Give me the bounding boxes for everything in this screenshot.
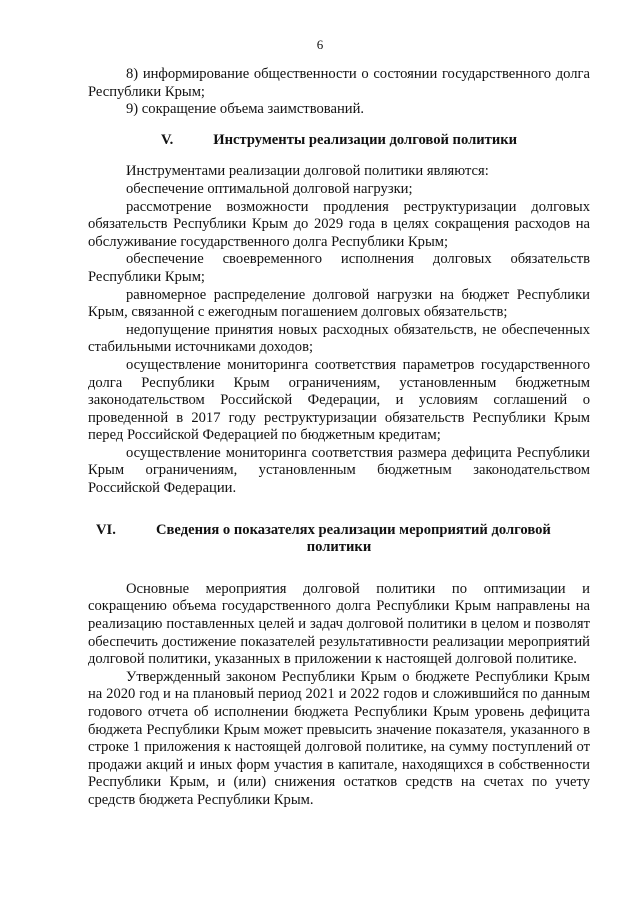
document-body bbox=[88, 66, 590, 810]
list-item-9: 9) сокращение объема заимствований. bbox=[126, 101, 365, 118]
paragraph: обеспечение своевременного исполнения долговых обязательств Республики Крым; bbox=[88, 251, 590, 285]
paragraph: Утвержденный законом Республики Крым о бюджете Республики Крым на 2020 год и на плановый период 2021 и 2022 годов и сложившийся по данным годового отчета об исполнении бюджета Республики Крым уровень дефицита бюджета Республики Крым может превысить значение показателя, указанного в строке 1 приложения к настоящей долговой политике, на сумму поступлений от продажи акций и иных форм участия в капитале, находящихся в собственности Республики Крым, и (или) снижения остатков средств на счетах по учету средств бюджета Республики Крым. bbox=[88, 668, 590, 808]
section-6-title-line1: Сведения о показателях реализации мероприятий долговой bbox=[156, 521, 551, 538]
section-6-title-line2: политики bbox=[306, 539, 372, 556]
paragraph: осуществление мониторинга соответствия параметров государственного долга Республики Крым ограничениям, установленным бюджетным законодательством Российской Федерации, и условиям соглашений о проведенной в 2017 году реструктуризации обязательств Республики Крым перед Российской Федерацией по бюджетным кредитам; bbox=[88, 356, 590, 444]
section-5-title: Инструменты реализации долговой политики bbox=[213, 131, 518, 148]
paragraph: обеспечение оптимальной долговой нагрузки; bbox=[126, 180, 413, 197]
paragraph: осуществление мониторинга соответствия размера дефицита Республики Крым ограничениям, установленным бюджетным законодательством Российской Федерации. bbox=[88, 444, 590, 497]
paragraph: рассмотрение возможности продления реструктуризации долговых обязательств Республики Крым до 2029 года в целях сокращения расходов на обслуживание государственного долга Республики Крым; bbox=[88, 198, 590, 250]
page-number: 6 bbox=[316, 37, 324, 52]
section-6-heading bbox=[88, 522, 590, 557]
paragraph: равномерное распределение долговой нагрузки на бюджет Республики Крым, связанной с ежегодным погашением долговых обязательств; bbox=[88, 286, 590, 321]
paragraph: недопущение принятия новых расходных обязательств, не обеспеченных стабильными источниками доходов; bbox=[88, 321, 590, 356]
paragraph: Инструментами реализации долговой политики являются: bbox=[126, 163, 489, 180]
list-item-8: 8) информирование общественности о состоянии государственного долга Республики Крым; bbox=[88, 66, 590, 100]
paragraph: Основные мероприятия долговой политики по оптимизации и сокращению объема государственного долга Республики Крым направлены на реализацию поставленных целей и задач долговой политики в целом и позволят обеспечить достижение показателей результативности реализации мероприятий долговой политики, указанных в приложении к настоящей долговой политике. bbox=[88, 580, 590, 668]
section-5-number: V. bbox=[160, 131, 174, 148]
section-6-number: VI. bbox=[96, 521, 116, 538]
section-5-heading bbox=[88, 132, 590, 150]
